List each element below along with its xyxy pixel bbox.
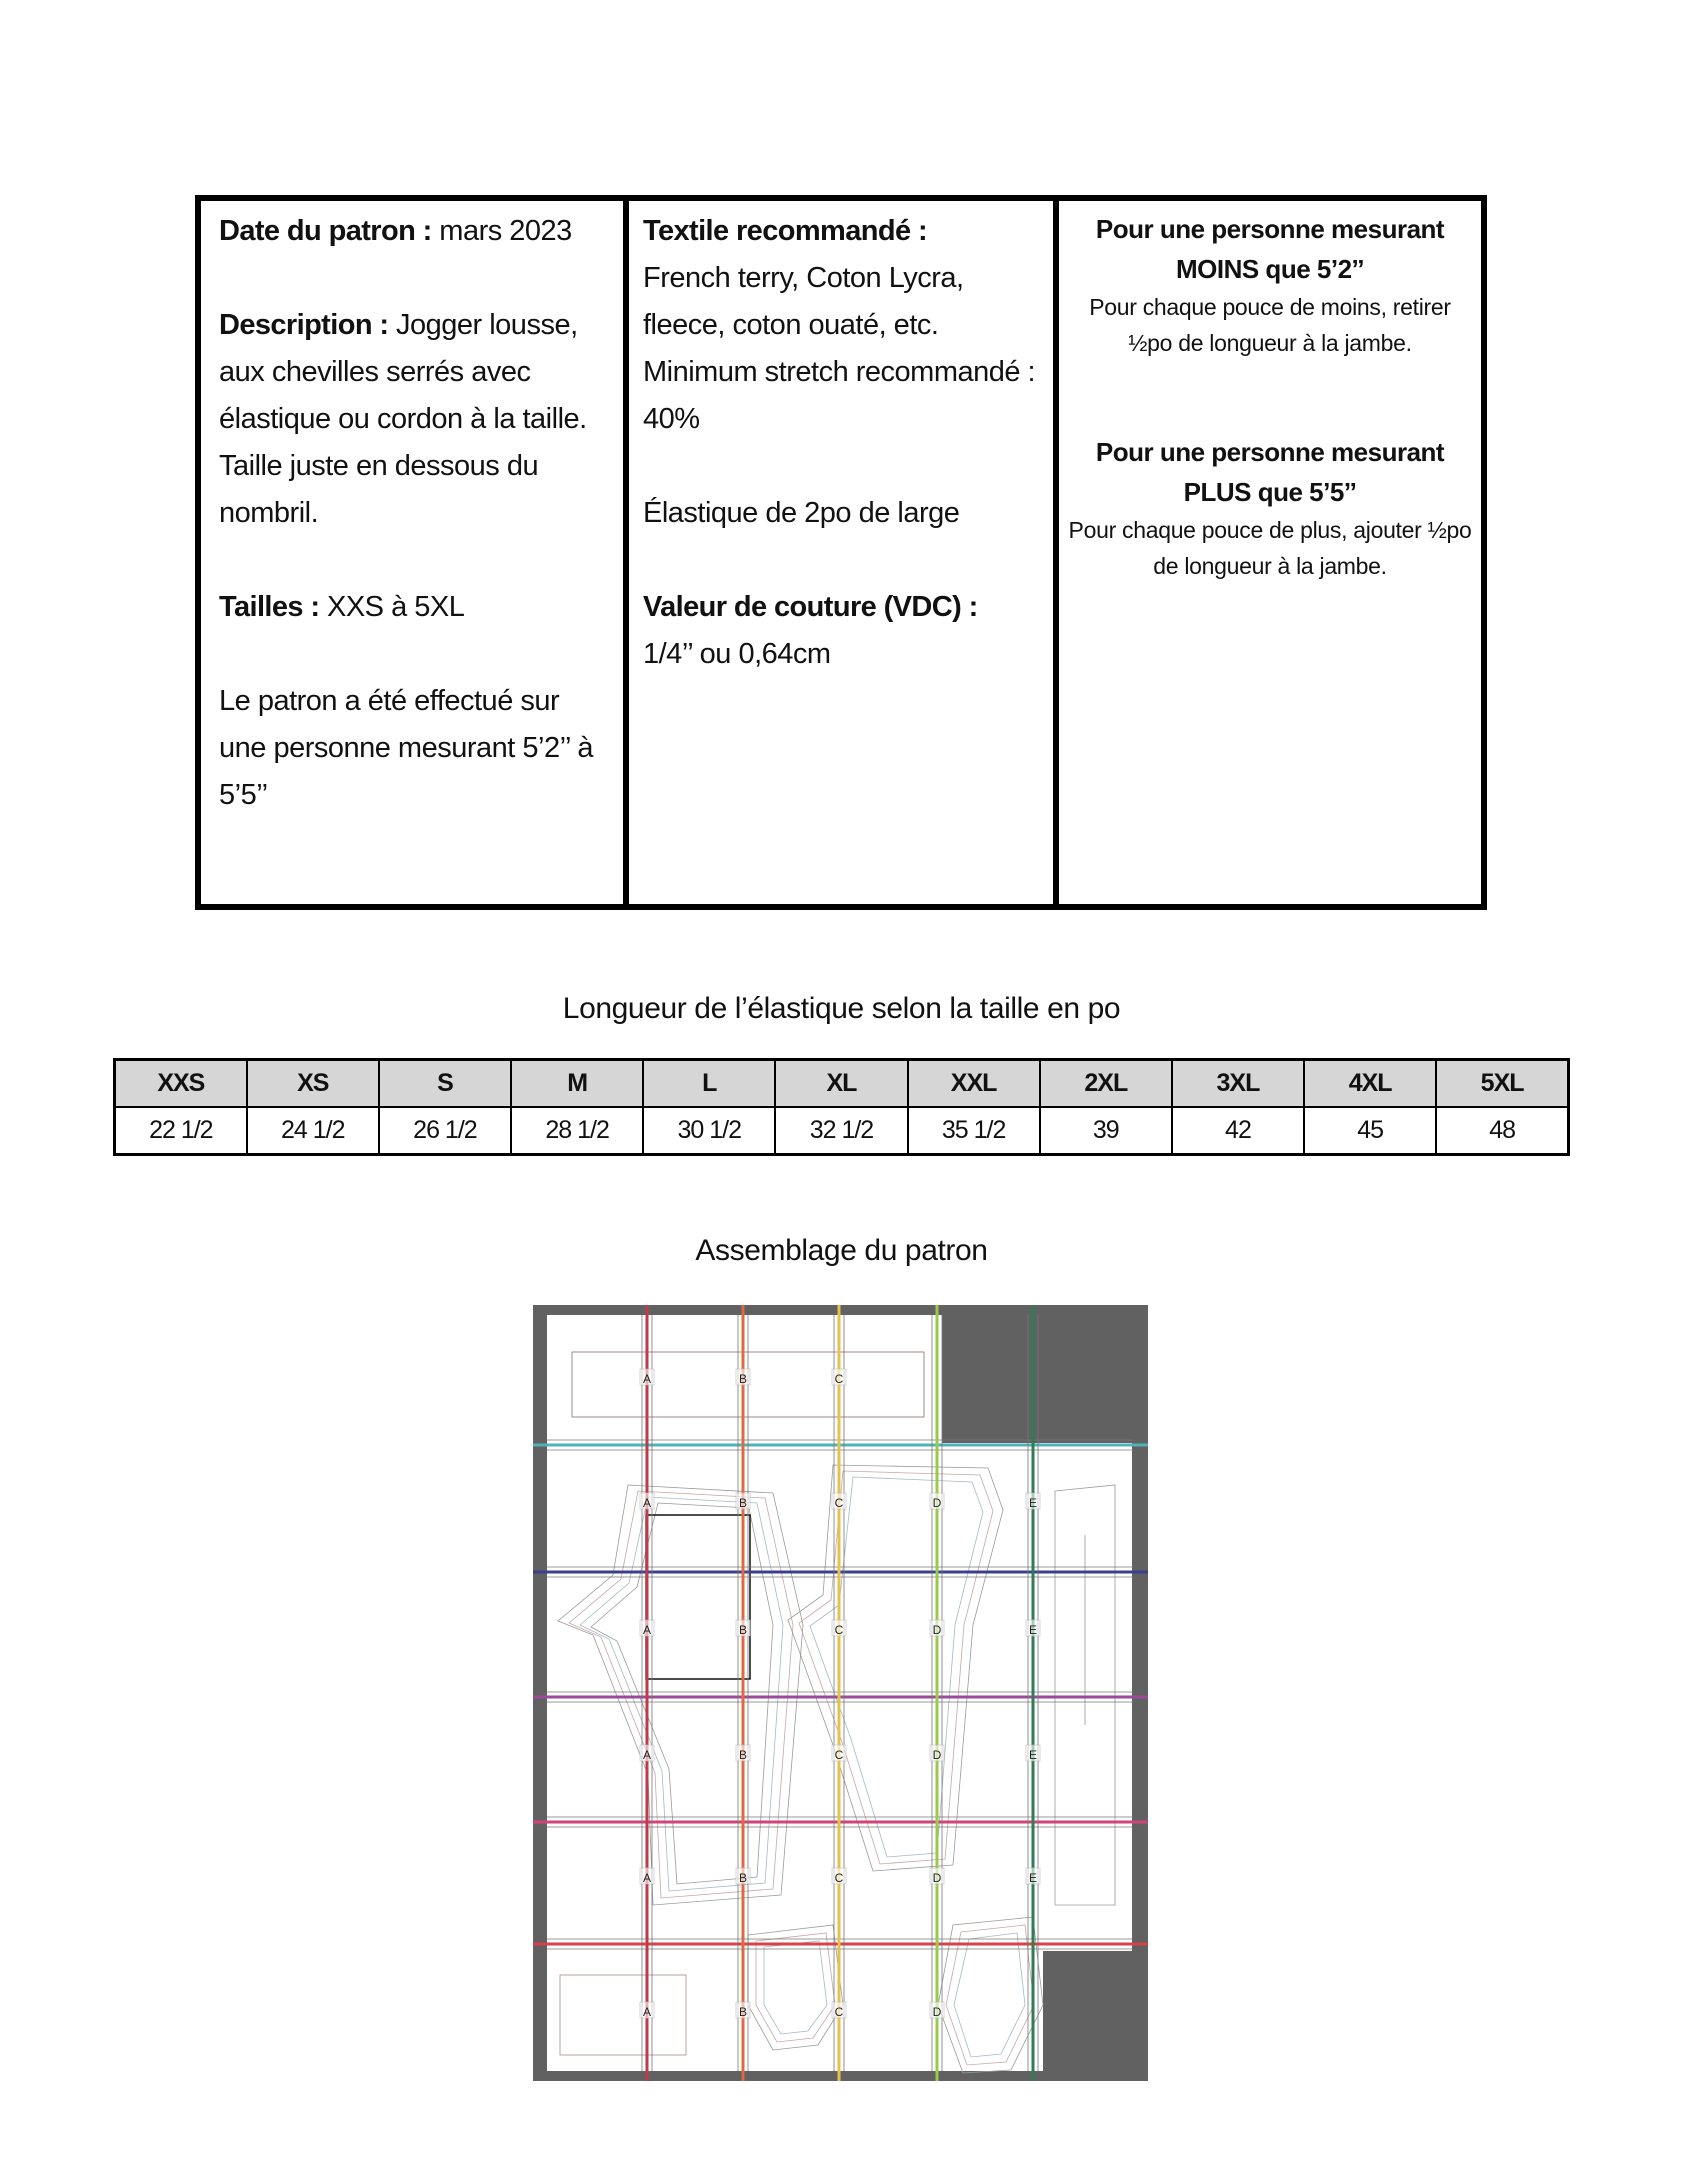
description-label: Description : <box>219 309 389 341</box>
column-letter-a: A <box>642 1372 652 1386</box>
column-letter-b: B <box>738 1748 748 1762</box>
size-header-4xl: 4XL <box>1304 1060 1436 1108</box>
size-header-3xl: 3XL <box>1172 1060 1304 1108</box>
elastic-length-2xl: 39 <box>1040 1107 1172 1155</box>
elastic-length-4xl: 45 <box>1304 1107 1436 1155</box>
column-letter-b: B <box>738 1496 748 1510</box>
assembly-title: Assemblage du patron <box>695 1234 988 1267</box>
pattern-sizes <box>219 584 613 631</box>
size-header-row <box>115 1060 1569 1108</box>
elastic-length-xxl: 35 1/2 <box>908 1107 1040 1155</box>
textile-value: French terry, Coton Lycra, fleece, coton ouaté, etc. <box>643 262 964 341</box>
elastic-length-3xl: 42 <box>1172 1107 1304 1155</box>
pattern-date-value: mars 2023 <box>431 215 572 247</box>
taller-heading: Pour une personne mesurant PLUS que 5’5’’ <box>1095 437 1445 507</box>
info-column-length-adjust <box>1059 201 1481 904</box>
model-height-note: Le patron a été effectué sur une personne mesurant 5’2’’ à 5’5’’ <box>219 685 594 811</box>
size-header-s: S <box>379 1060 511 1108</box>
column-letter-c: C <box>834 1496 844 1510</box>
elastic-length-m: 28 1/2 <box>511 1107 643 1155</box>
column-letter-e: E <box>1028 1871 1038 1885</box>
seam-allowance-value: 1/4’’ ou 0,64cm <box>643 638 831 670</box>
length-row <box>115 1107 1569 1155</box>
size-header-5xl: 5XL <box>1436 1060 1568 1108</box>
elastic-length-xs: 24 1/2 <box>247 1107 379 1155</box>
shorter-text: Pour chaque pouce de moins, retirer ½po de longueur à la jambe. <box>1089 294 1451 356</box>
column-letter-e: E <box>1028 1623 1038 1637</box>
pattern-assembly-diagram <box>533 1305 1148 2081</box>
size-header-m: M <box>511 1060 643 1108</box>
waist-note: Taille juste en dessous du nombril. <box>219 450 539 529</box>
column-letter-c: C <box>834 2005 844 2019</box>
column-letter-a: A <box>642 1748 652 1762</box>
elastic-length-xl: 32 1/2 <box>775 1107 907 1155</box>
column-letter-d: D <box>932 1623 942 1637</box>
elastic-length-xxs: 22 1/2 <box>115 1107 247 1155</box>
column-letter-c: C <box>834 1871 844 1885</box>
column-letter-b: B <box>738 2005 748 2019</box>
sizes-label: Tailles : <box>219 591 320 623</box>
column-letter-a: A <box>642 1871 652 1885</box>
column-letter-a: A <box>642 1623 652 1637</box>
column-letter-a: A <box>642 1496 652 1510</box>
sheet-area-bottom <box>547 1945 1043 2071</box>
pattern-description <box>219 302 613 443</box>
column-letter-c: C <box>834 1372 844 1386</box>
elastic-width: Élastique de 2po de large <box>643 497 960 529</box>
elastic-length-s: 26 1/2 <box>379 1107 511 1155</box>
size-header-l: L <box>643 1060 775 1108</box>
elastic-table-title: Longueur de l’élastique selon la taille en po <box>562 992 1121 1025</box>
size-header-xl: XL <box>775 1060 907 1108</box>
size-header-xs: XS <box>247 1060 379 1108</box>
textile-label: Textile recommandé : <box>643 215 928 247</box>
elastic-length-l: 30 1/2 <box>643 1107 775 1155</box>
column-letter-d: D <box>932 1871 942 1885</box>
column-letter-e: E <box>1028 1496 1038 1510</box>
pattern-date-label: Date du patron : <box>219 215 432 247</box>
column-letter-d: D <box>932 1496 942 1510</box>
column-letter-d: D <box>932 2005 942 2019</box>
info-column-general <box>201 201 629 904</box>
column-letter-c: C <box>834 1748 844 1762</box>
pattern-date <box>219 208 613 255</box>
column-letter-b: B <box>738 1372 748 1386</box>
column-letter-c: C <box>834 1623 844 1637</box>
size-header-xxs: XXS <box>115 1060 247 1108</box>
description-value: Jogger lousse, aux chevilles serrés avec élastique ou cordon à la taille. <box>219 309 587 435</box>
elastic-length-table <box>113 1058 1570 1156</box>
column-letter-d: D <box>932 1748 942 1762</box>
column-letter-e: E <box>1028 1748 1038 1762</box>
column-letter-a: A <box>642 2005 652 2019</box>
taller-text: Pour chaque pouce de plus, ajouter ½po de longueur à la jambe. <box>1068 517 1472 579</box>
column-letter-b: B <box>738 1871 748 1885</box>
shorter-heading: Pour une personne mesurant MOINS que 5’2’’ <box>1095 214 1445 284</box>
sizes-value: XXS à 5XL <box>319 591 465 623</box>
column-letter-b: B <box>738 1623 748 1637</box>
stretch-value: Minimum stretch recommandé : 40% <box>643 356 1036 435</box>
elastic-length-5xl: 48 <box>1436 1107 1568 1155</box>
size-header-xxl: XXL <box>908 1060 1040 1108</box>
size-header-2xl: 2XL <box>1040 1060 1172 1108</box>
pattern-info-table <box>195 195 1487 910</box>
seam-allowance-label: Valeur de couture (VDC) : <box>643 591 978 623</box>
info-column-fabric <box>629 201 1059 904</box>
